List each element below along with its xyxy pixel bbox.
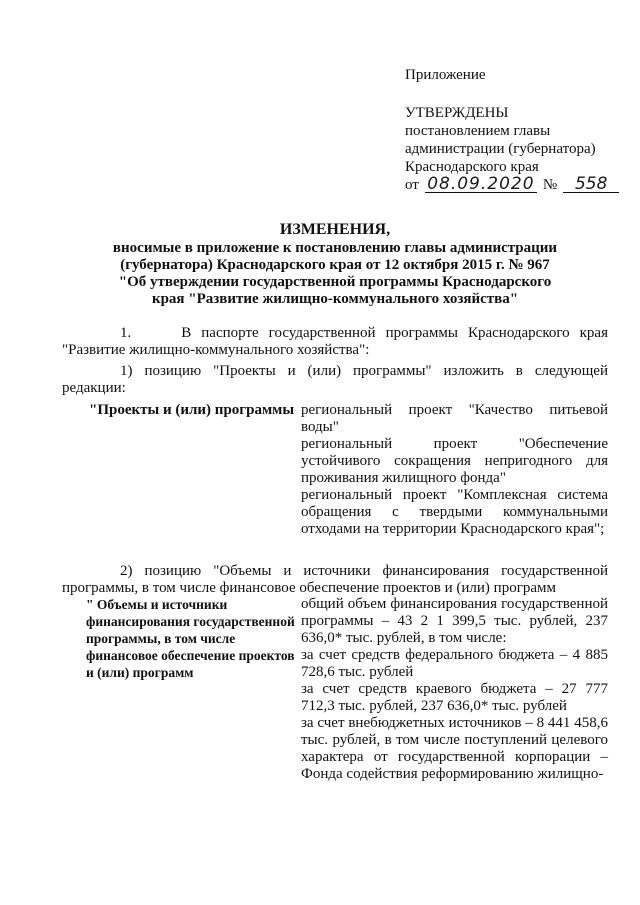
annex-label: Приложение <box>405 67 486 83</box>
funding-table-row <box>86 596 608 783</box>
handwritten-date: 08.09.2020 <box>425 176 537 193</box>
heading-title: ИЗМЕНЕНИЯ, <box>279 221 391 238</box>
heading-line-1: вносимые в приложение к постановлению главы администрации <box>112 240 558 256</box>
funding-value-2: за счет средств федерального бюджета – 4 885 728,6 тыс. рублей <box>301 647 608 680</box>
projects-value-3: региональный проект "Комплексная система обращения с твердыми коммунальными отходами на территории Краснодарского края"; <box>301 487 608 537</box>
approval-line-2: администрации (губернатора) <box>405 141 596 157</box>
handwritten-number: 558 <box>563 176 619 193</box>
funding-values <box>301 596 608 783</box>
projects-value-1: региональный проект "Качество питьевой воды" <box>301 402 608 435</box>
number-label: № <box>542 177 558 193</box>
approval-date-line <box>405 176 630 194</box>
heading-line-3: "Об утверждении государственной программы Краснодарского <box>118 274 552 290</box>
projects-values <box>301 402 608 538</box>
paragraph-1: 1. В паспорте государственной программы Краснодарского края "Развитие жилищно-коммунального хозяйства": <box>62 325 608 358</box>
projects-label: "Проекты и (или) программы <box>89 402 295 418</box>
projects-value-2: региональный проект "Обеспечение устойчивого сокращения непригодного для проживания жилищного фонда" <box>301 436 608 486</box>
approval-block <box>405 66 630 194</box>
funding-value-4: за счет внебюджетных источников – 8 441 458,6 тыс. рублей, в том числе поступлений целевого характера от государственной корпорации – Фонда содействия реформированию жилищно- <box>301 715 608 782</box>
approval-line-1: постановлением главы <box>405 123 551 139</box>
funding-value-3: за счет средств краевого бюджета – 27 777 712,3 тыс. рублей, 237 636,0* тыс. рублей <box>301 681 608 714</box>
paragraph-2: 1) позицию "Проекты и (или) программы" изложить в следующей редакции: <box>62 363 608 396</box>
projects-table-row <box>89 402 608 538</box>
heading-line-4: края "Развитие жилищно-коммунального хозяйства" <box>151 291 519 307</box>
document-heading <box>90 221 580 308</box>
heading-line-2: (губернатора) Краснодарского края от 12 октября 2015 г. № 967 <box>120 257 550 273</box>
approved-label: УТВЕРЖДЕНЫ <box>405 105 509 121</box>
funding-label: " Объемы и источники финансирования государственной программы, в том числе финансовое обеспечение проектов и (или) программ <box>86 597 295 680</box>
funding-value-1: общий объем финансирования государственной программы – 43 2 1 399,5 тыс. рублей, 237 636,0* тыс. рублей, в том числе: <box>301 596 608 646</box>
from-label: от <box>405 177 419 193</box>
approval-line-3: Краснодарского края <box>405 159 539 175</box>
paragraph-3: 2) позицию "Объемы и источники финансирования государственной программы, в том числе финансовое обеспечение проектов и (или) программ <box>62 563 608 596</box>
